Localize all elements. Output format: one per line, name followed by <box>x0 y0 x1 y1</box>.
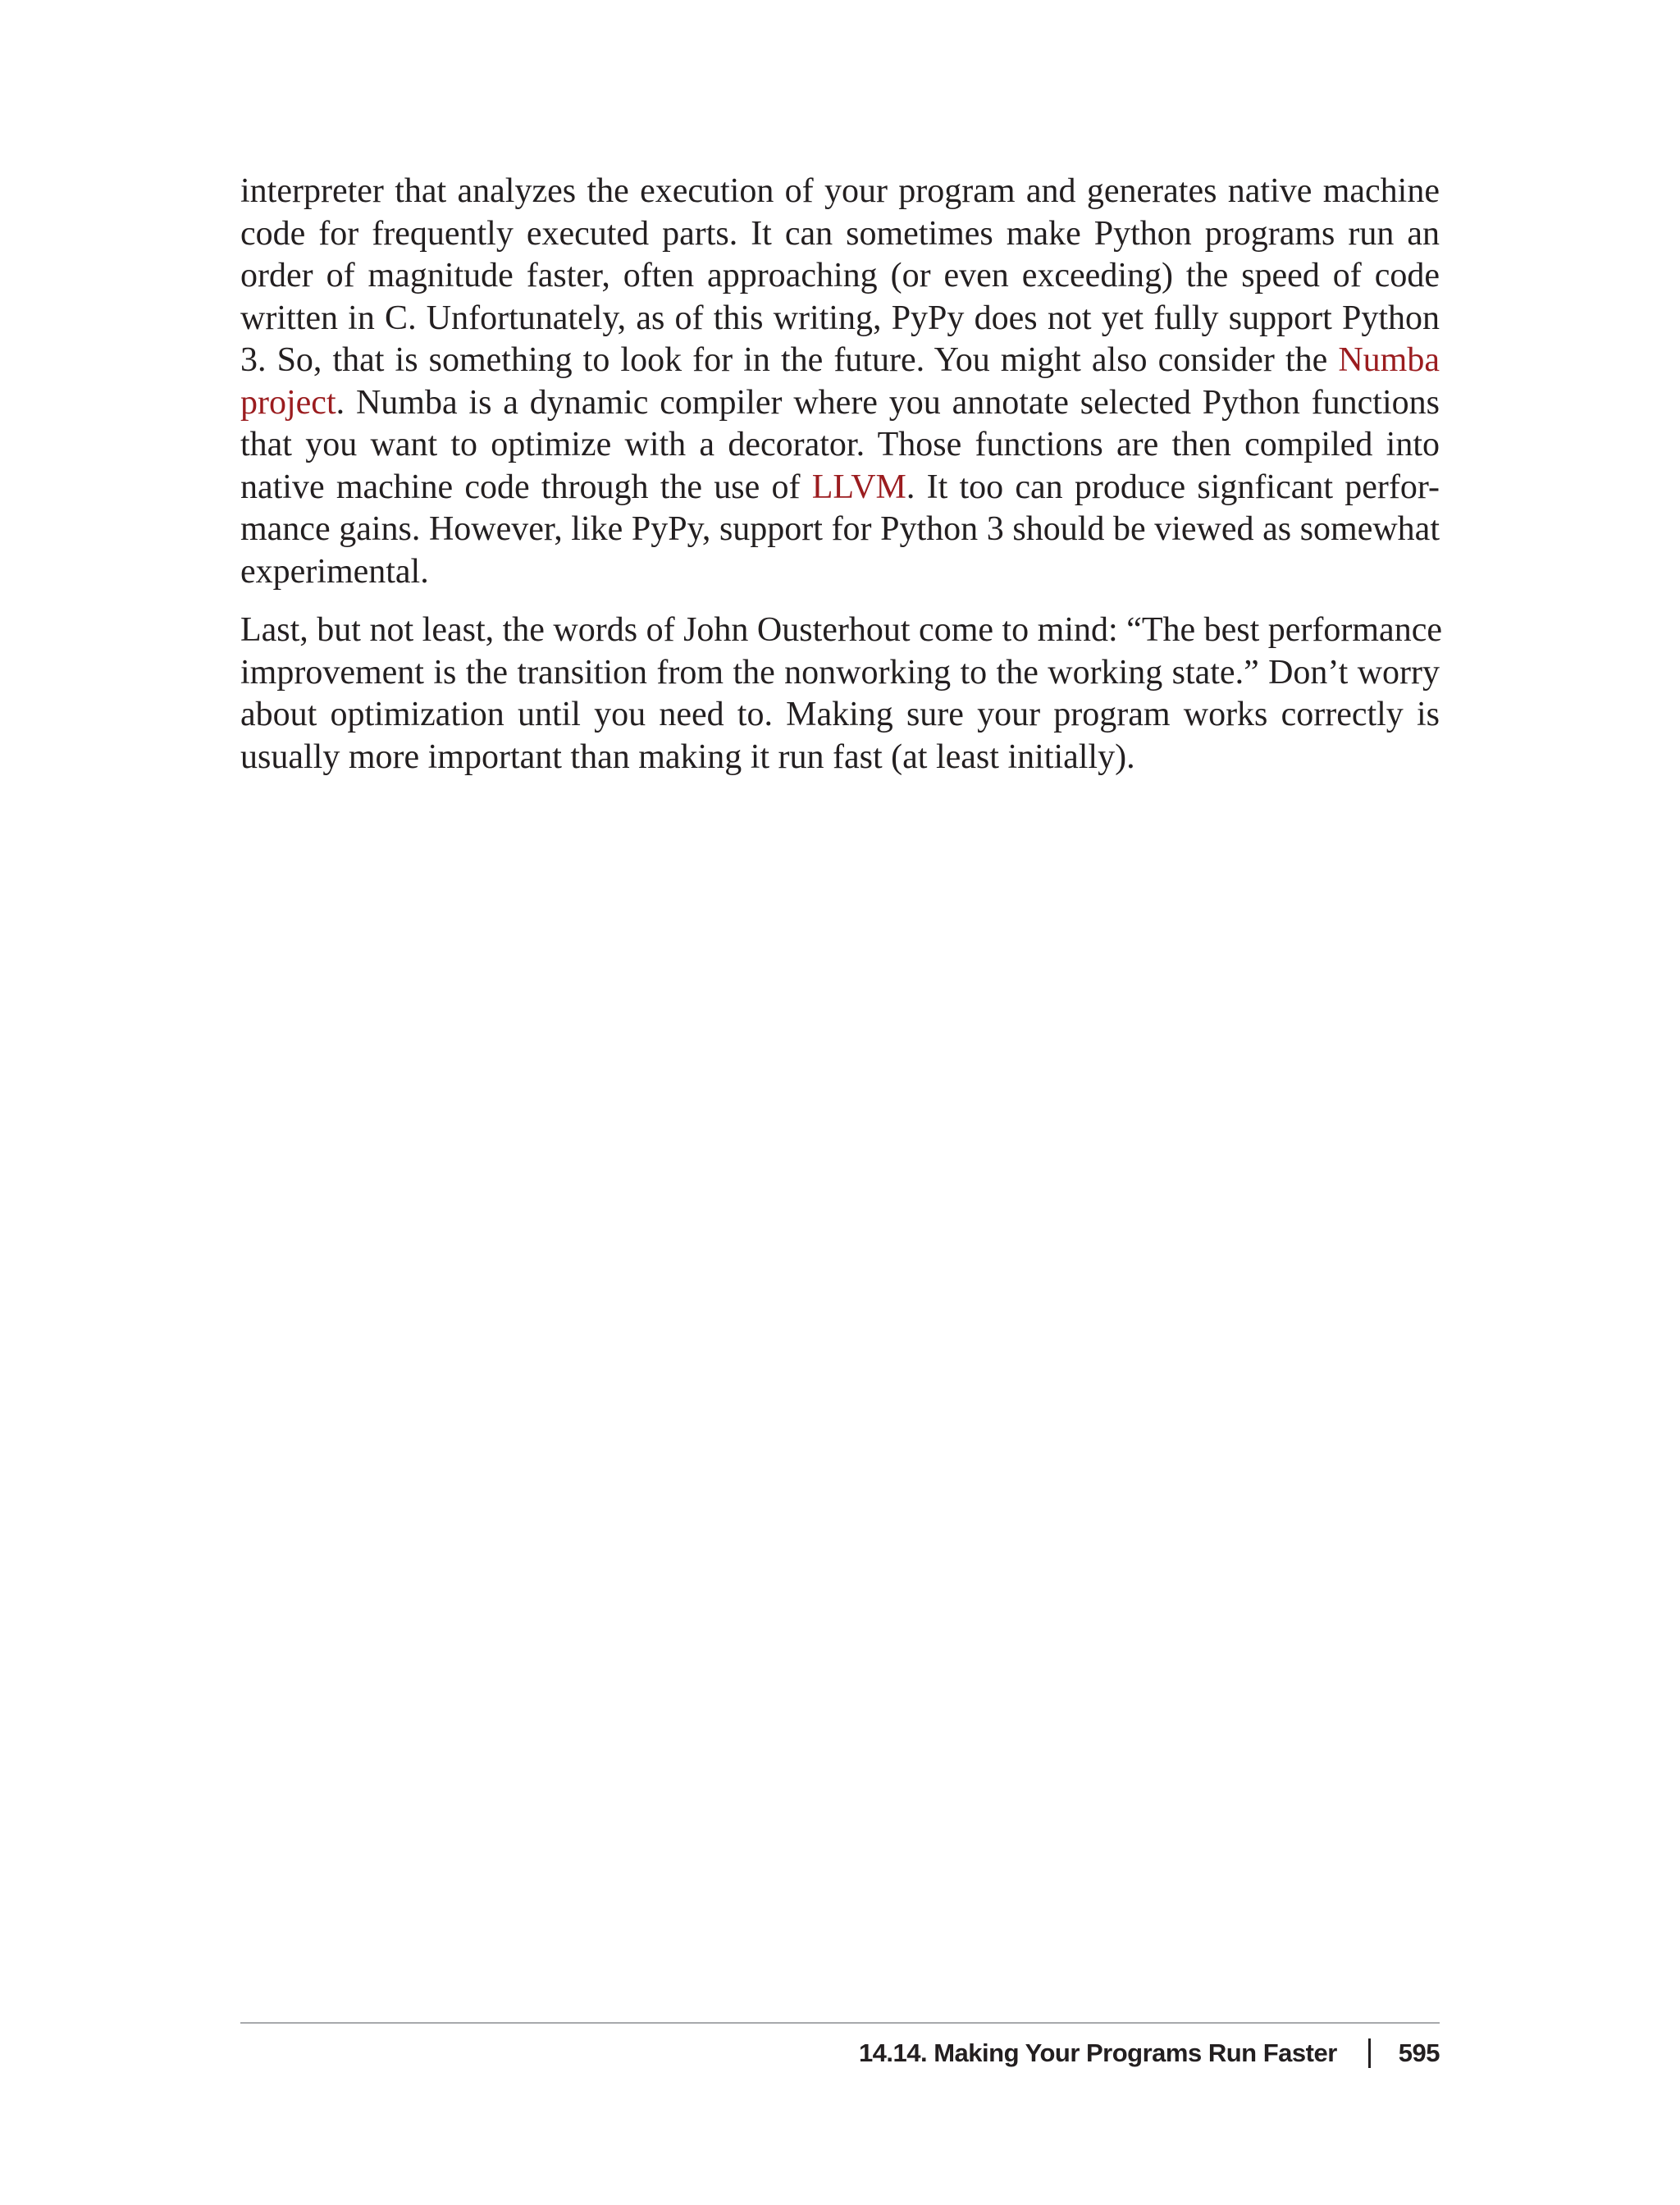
text-run: usually more important than making it run fast (at least initially). <box>240 737 1135 776</box>
text-line <box>240 424 1440 467</box>
text-run: interpreter that analyzes the execution of your program and generates native machine <box>240 172 1440 210</box>
text-line <box>240 694 1440 737</box>
running-footer <box>859 2033 1440 2074</box>
text-run: written in C. Unfortunately, as of this writing, PyPy does not yet fully support Python <box>240 299 1440 337</box>
text-line <box>240 382 1440 425</box>
footer-rule <box>240 2022 1440 2024</box>
text-run: native machine code through the use of <box>240 468 812 506</box>
paragraph-pypy-numba <box>240 171 1440 593</box>
text-run: code for frequently executed parts. It can sometimes make Python programs run an <box>240 214 1440 253</box>
text-run: about optimization until you need to. Making sure your program works correctly is <box>240 696 1440 733</box>
text-line <box>240 340 1440 382</box>
text-run: that you want to optimize with a decorator. Those functions are then compiled into <box>240 426 1440 463</box>
text-run: Last, but not least, the words of John Ousterhout come to mind: “The best performance <box>240 611 1442 649</box>
text-run: . It too can produce signficant perfor- <box>906 468 1440 506</box>
body-text <box>240 171 1440 778</box>
text-line <box>240 467 1440 509</box>
hyperlink-numba[interactable]: Numba <box>1338 341 1440 379</box>
text-run: 3. So, that is something to look for in the future. You might also consider the <box>240 341 1339 379</box>
footer-separator <box>1368 2038 1371 2068</box>
page-number: 595 <box>1398 2038 1440 2067</box>
text-line <box>240 298 1440 340</box>
text-run: order of magnitude faster, often approaching (or even exceeding) the speed of code <box>240 257 1440 294</box>
footer-section-title: 14.14. Making Your Programs Run Faster <box>858 2038 1337 2067</box>
text-line <box>240 652 1440 695</box>
text-line <box>240 509 1440 551</box>
text-line <box>240 255 1440 298</box>
text-line <box>240 551 1440 594</box>
text-run: experimental. <box>240 552 429 591</box>
text-run: improvement is the transition from the nonworking to the working state.” Don’t worry <box>240 653 1440 692</box>
paragraph-ousterhout-quote <box>240 609 1440 778</box>
text-line <box>240 213 1440 256</box>
text-line <box>240 737 1440 779</box>
text-run: mance gains. However, like PyPy, support for Python 3 should be viewed as somewhat <box>240 510 1440 548</box>
text-line <box>240 171 1440 213</box>
text-line <box>240 609 1440 652</box>
text-run: . Numba is a dynamic compiler where you annotate selected Python functions <box>336 383 1440 422</box>
hyperlink-project[interactable]: project <box>240 383 336 422</box>
hyperlink-llvm[interactable]: LLVM <box>811 468 906 506</box>
